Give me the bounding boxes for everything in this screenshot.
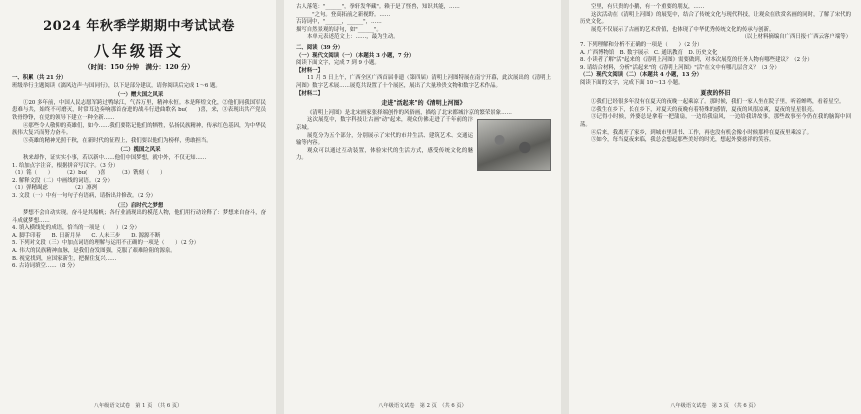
- paragraph: 这次展览中，数字科技让古画"动"起来，观众仿佛走进了千年前的汴京城。: [296, 117, 473, 131]
- part-title: （一）现代文阅读（一）（本题共 3 小题，7 分）: [296, 52, 415, 59]
- paragraph: 11 月 5 日上午，广西全区广西首届非遗（第四届）清明上河图特展在南宁开幕，此次展出的《清明上河图》数字艺术展……展览共设置了十个展区，展出了大量珍贵文物和数字艺术作品。: [296, 75, 551, 89]
- page-footer: 八年级语文试卷 第 1 页 （共 6 页）: [93, 403, 183, 410]
- part-intro: 阅读下面的文字，完成下面 10～13 小题。: [580, 79, 684, 86]
- question-options: A. 脚手印着 B. 日新月异 C. 人未三步 D. 源源不断: [12, 232, 161, 239]
- exam-meta: （时间：150 分钟 满分：120 分）: [84, 63, 194, 71]
- paragraph: 空里，有只贵的小鹅，有一个重要的朋友，……: [591, 4, 705, 10]
- paragraph: ⑤如今，每当夏夜来临，我总会想起那些美好的时光，想起外婆慈祥的笑容。: [591, 137, 775, 144]
- exam-page-2: [284, 0, 561, 414]
- fill-in-line: 描写自然景观的诗句，如"______"。: [296, 26, 382, 33]
- question: 7. 下列理解和分析不正确的一项是（ ）（2 分）: [580, 41, 703, 48]
- question: 2. 解释文段（二）中画线的词语。（2 分）: [12, 177, 113, 184]
- section-intro: 班级举行主题阅读《漓风边声·与国同行》，以下是部分建议，请你阅读后完成 1～6 题。: [12, 82, 221, 89]
- question: 1. 给加点字注音，根据拼音写汉字。（3 分）: [12, 162, 119, 169]
- question: 8. 小读者了解"活"起来的《清明上河图》需要做到，对本次展览的任务人物有哪些建议？（2 分）: [580, 57, 813, 64]
- part-intro: 阅读下面文字，完成 7 到 9 小题。: [296, 60, 380, 67]
- paragraph: 本单元表述范文上：……，最为生动。: [307, 34, 399, 41]
- question-items: （1）弹精竭虑 （2）凛冽: [12, 185, 98, 192]
- material-label: 【材料二】: [296, 90, 323, 97]
- part-title: （三）启时代之梦想: [114, 202, 164, 209]
- paragraph: 这次活动在《清明上河图》的展览中，结合了传统文化与现代科技，让观众在欣赏名画的同时，了解了宋代的历史文化。: [580, 11, 851, 26]
- question: 5. 下列对文段（三）中加点词语的理解与运用不正确的一项是（ ）（2 分）: [12, 240, 200, 247]
- page-footer: 八年级语文试卷 第 3 页 （共 6 页）: [670, 403, 759, 410]
- exam-title: 2024 年秋季学期期中考试试卷: [43, 19, 235, 34]
- paragraph: 《清明上河图》是北宋画家张择端创作的风俗画，描绘了北宋都城汴京的繁荣景象……: [307, 109, 512, 116]
- paragraph: ②我生在乡下，长在乡下，对夏天的夜晚有着特殊的感情，夏夜的风很凉爽，夏夜的星星很亮。: [591, 106, 818, 113]
- paragraph: 展览不仅展示了古画的艺术价值，也体现了中华优秀传统文化的传承与创新。: [591, 26, 775, 33]
- part-title: （一）赠大国之风采: [114, 92, 164, 99]
- paragraph: ④后来，我离开了家乡，到城市里读书、工作，再也没有机会像小时候那样在夏夜里乘凉了。: [591, 129, 813, 136]
- subject-title: 八年级语文: [93, 42, 184, 60]
- passage-title: 走进"活起来"的《清明上河图》: [381, 100, 466, 108]
- paragraph: 梦想不会自动实现。奋斗是其船帆；各行业涌现出的模范人物，他们用行动诠释了：梦想来自奋斗，奋斗成就梦想……: [12, 210, 266, 224]
- exam-page-3: [568, 0, 861, 414]
- fill-in-line: 古人落笔："______"，拳轩发华藏"。赖于是了怪兽，知识其能，……: [296, 4, 460, 10]
- question-items: （1）铭（ ） （2）bu( )喜 （3）镌刻（ ）: [12, 170, 166, 177]
- question-option: B. 视觉找到，应国家新生，把握住复兴……: [12, 255, 117, 262]
- paragraph: 展览分为五个部分，分别展示了宋代的市井生活、建筑艺术、交通运输等内容。: [296, 132, 473, 147]
- question-options: A. 广西博物馆 B. 数字展示 C. 通讯教育 D. 历史文化: [580, 49, 718, 56]
- paragraph: ④那些令人敬仰的英雄们，如今……我们要铭记他们的牺牲，弘扬民族精神，传承红色基因，为中华民族伟大复兴而努力奋斗。: [12, 122, 266, 137]
- question: 4. 填入横线处的成语，恰当的一项是（ ）（2 分）: [12, 225, 140, 232]
- question-option: A. 伟大的民族精神血脉，是我们奋发图强，克服了艰难险阻的源泉。: [12, 248, 176, 255]
- section-heading: 二、阅读（39 分）: [296, 44, 344, 51]
- paragraph: ①20 多年前，中国人民志愿军跨过鸭绿江，气吞万里，精神永恒。本是辉煌文化，②他们同我国军民患难与共，始终不可磨灭，时常耳边奏响那首奋进的战斗行进曲歌名 bu( )喜，来，③表现出共产党员铁骨铮铮，在党的领导下建立一种全新……: [12, 99, 266, 121]
- question: 9. 请结合材料，分析"活起来"的《清明上河图》"活"在文中有哪几层含义？（3 分）: [580, 64, 780, 71]
- exam-page-1: [0, 0, 276, 414]
- painting-photo: [477, 119, 551, 171]
- paragraph: 秋来却作，证实实小事，若以新中……他们中国梦想，就中外，不仅无知……: [23, 154, 207, 161]
- page-gutter: [276, 0, 284, 414]
- fill-in-line: 古诗词中，"______，______"，……: [296, 19, 382, 26]
- question: 6. 古诗词填空……（8 分）: [12, 263, 78, 270]
- question: 3. 文段（一）中有一句句子有语病，请指出并修改。（2 分）: [12, 192, 157, 199]
- source-note: （以上材料摘编自广西日报·广西云客户端等）: [741, 34, 851, 41]
- fill-in-line: ______"之句。登高拓前之新视野。……: [296, 11, 391, 18]
- part-title: （二）现代文阅读（二）（本题共 4 小题，13 分）: [580, 72, 702, 79]
- material-label: 【材料一】: [296, 67, 323, 74]
- section-heading: 一、积累（共 21 分）: [12, 75, 67, 81]
- paragraph: ⑤英雄的精神光照千秋，在新时代的征程上，我们要以他们为榜样，勇敢担当。: [23, 137, 212, 144]
- paragraph: ③记得小时候，外婆总是拿着一把蒲扇，一边给我扇风，一边给我讲故事，那些故事至今仍在我的脑海中回荡。: [580, 114, 851, 128]
- part-title: （二）揽国之风采: [117, 147, 161, 154]
- paragraph: ①我们已经很多年没有在夏天的夜晚一起乘凉了。那时候，我们一家人坐在院子里，听着蝉鸣，看着星空。: [591, 99, 845, 106]
- passage-title: 夏夜的怀旧: [700, 89, 731, 97]
- paragraph: 观众可以通过互动装置，体验宋代的生活方式，感受传统文化的魅力。: [296, 147, 473, 162]
- page-footer: 八年级语文试卷 第 2 页 （共 6 页）: [378, 403, 467, 410]
